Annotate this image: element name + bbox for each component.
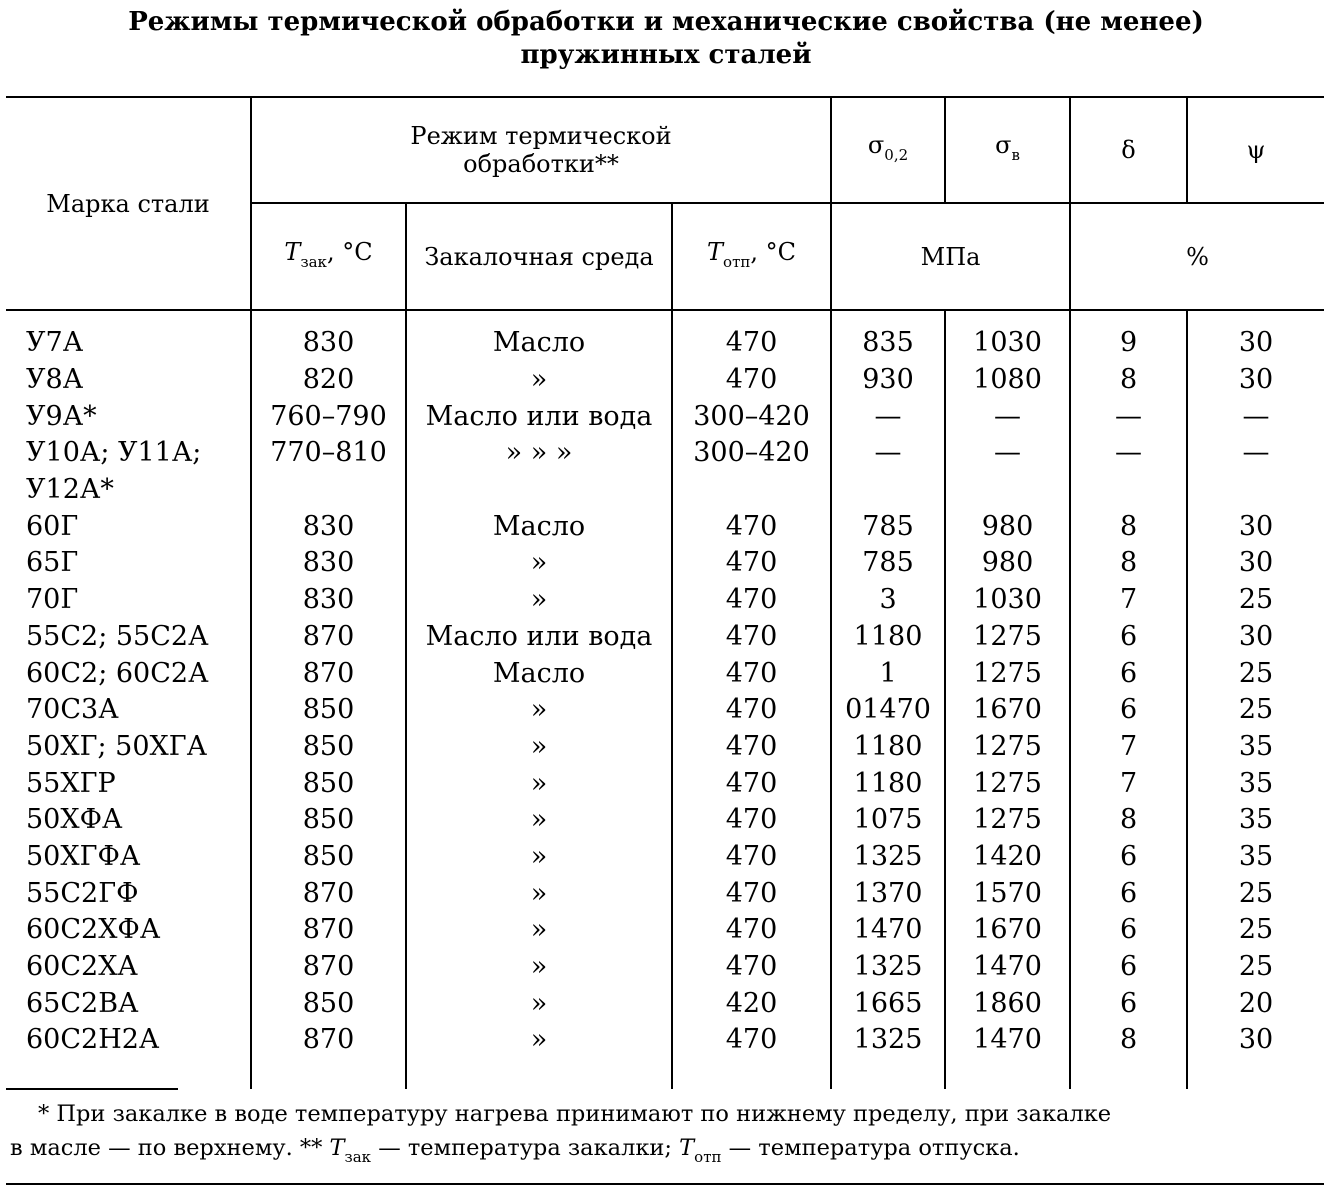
psi-cell: 35 [1187,839,1324,876]
footnote [10,1097,1324,1174]
sigma02-cell: 835 [831,325,945,362]
table-row [6,692,1324,729]
sigma02-cell: 1075 [831,802,945,839]
medium-cell [406,472,672,509]
tzak-cell: 820 [251,362,406,399]
delta-cell: 6 [1070,839,1187,876]
sigma02-cell: 1325 [831,1022,945,1059]
sigma02-cell: 1180 [831,729,945,766]
tzak-cell: 850 [251,839,406,876]
delta-cell: 7 [1070,582,1187,619]
grade-cell: 65С2ВА [26,987,139,1019]
medium-cell: » [406,545,672,582]
delta-cell: 8 [1070,1022,1187,1059]
grade-cell: У7А [26,327,84,359]
medium-cell: Масло [406,655,672,692]
table-row [6,655,1324,692]
table-row [6,325,1324,362]
table-row [6,508,1324,545]
delta-cell: 7 [1070,729,1187,766]
grade-cell: У9А* [26,400,97,432]
psi-cell: 35 [1187,765,1324,802]
tzak-cell: 760–790 [251,398,406,435]
tzak-cell: 830 [251,325,406,362]
psi-cell: 30 [1187,619,1324,656]
delta-cell: 8 [1070,802,1187,839]
psi-cell: — [1187,435,1324,472]
psi-cell: 25 [1187,949,1324,986]
sigmab-cell: — [945,435,1070,472]
psi-cell: 25 [1187,912,1324,949]
medium-cell: Масло или вода [406,619,672,656]
delta-cell: 6 [1070,912,1187,949]
medium-cell: » [406,729,672,766]
totp-cell: 300–420 [672,435,831,472]
sigmab-cell: — [945,398,1070,435]
tzak-cell: 770–810 [251,435,406,472]
medium-cell: » » » [406,435,672,472]
footnote-line-2: в масле — по верхнему. ** $T_{зак}$ — температура закалки; $T_{отп}$ — температура отпуска. [10,1135,1020,1166]
header-sigma02: $\sigma_{0,2}$ [831,97,945,203]
table-row [6,1022,1324,1059]
sigmab-cell: 1860 [945,985,1070,1022]
sigmab-cell: 980 [945,508,1070,545]
medium-cell: Масло [406,325,672,362]
totp-cell: 470 [672,692,831,729]
sigmab-cell: 1570 [945,875,1070,912]
sigmab-cell: 1670 [945,912,1070,949]
header-delta: δ [1070,97,1187,203]
grade-cell: 50ХФА [26,804,123,836]
tzak-cell: 870 [251,1022,406,1059]
footnote-rule [6,1088,178,1090]
tzak-cell: 830 [251,545,406,582]
table-row [6,729,1324,766]
psi-cell: 30 [1187,545,1324,582]
table-row [6,912,1324,949]
tzak-cell: 850 [251,765,406,802]
grade-cell: 70С3А [26,694,119,726]
grade-cell: 60С2Н2А [26,1024,160,1056]
grade-cell: У10А; У11А; [26,437,202,469]
tzak-cell: 830 [251,508,406,545]
totp-cell: 470 [672,875,831,912]
grade-cell: 55С2ГФ [26,877,139,909]
delta-cell: 6 [1070,949,1187,986]
psi-cell: 30 [1187,1022,1324,1059]
delta-cell: 6 [1070,875,1187,912]
psi-cell: 30 [1187,325,1324,362]
sigmab-cell: 1030 [945,582,1070,619]
table-row [6,949,1324,986]
table-row [6,619,1324,656]
sigmab-cell: 1275 [945,765,1070,802]
sigma02-cell: — [831,435,945,472]
totp-cell: 300–420 [672,398,831,435]
totp-cell: 470 [672,325,831,362]
totp-cell: 470 [672,729,831,766]
psi-cell: 25 [1187,582,1324,619]
table-row [6,875,1324,912]
sigma02-cell: 1 [831,655,945,692]
header-psi: ψ [1187,97,1324,203]
totp-cell: 470 [672,619,831,656]
sigma02-cell [831,472,945,509]
delta-cell: 6 [1070,655,1187,692]
tzak-cell: 870 [251,619,406,656]
table-row [6,765,1324,802]
sigma02-cell: 1665 [831,985,945,1022]
psi-cell: 25 [1187,655,1324,692]
sigmab-cell: 1275 [945,802,1070,839]
grade-cell: 65Г [26,547,79,579]
table-row [6,398,1324,435]
medium-cell: Масло или вода [406,398,672,435]
tzak-cell: 870 [251,949,406,986]
header-tzak: $T_{зак}$, °С [251,203,406,310]
grade-cell: У8А [26,364,84,396]
delta-cell [1070,472,1187,509]
table-row [6,839,1324,876]
totp-cell: 470 [672,545,831,582]
sigma02-cell: 1180 [831,619,945,656]
medium-cell: » [406,949,672,986]
sigmab-cell: 1275 [945,619,1070,656]
delta-cell: 6 [1070,985,1187,1022]
tzak-cell: 850 [251,729,406,766]
sigmab-cell: 1080 [945,362,1070,399]
delta-cell: — [1070,398,1187,435]
header-treatment [251,97,831,203]
delta-cell: 6 [1070,692,1187,729]
header-medium: Закалочная среда [406,203,672,310]
tzak-cell [251,472,406,509]
sigmab-cell: 980 [945,545,1070,582]
steel-table [6,96,1324,1089]
sigmab-cell: 1670 [945,692,1070,729]
tzak-cell: 870 [251,875,406,912]
table-body [6,310,1324,1089]
delta-cell: 7 [1070,765,1187,802]
table-title [0,6,1332,72]
psi-cell: 30 [1187,362,1324,399]
header-treatment-text: Режим термической обработки** [410,122,672,178]
totp-cell: 470 [672,1022,831,1059]
psi-cell: — [1187,398,1324,435]
sigmab-cell: 1275 [945,729,1070,766]
header-totp: $T_{отп}$, °С [672,203,831,310]
sigma02-cell: 1470 [831,912,945,949]
tzak-cell: 850 [251,985,406,1022]
delta-cell: 6 [1070,619,1187,656]
medium-cell: » [406,1022,672,1059]
sigma02-cell: — [831,398,945,435]
tzak-cell: 850 [251,692,406,729]
medium-cell: » [406,582,672,619]
delta-cell: 8 [1070,545,1187,582]
grade-cell: 70Г [26,584,79,616]
sigma02-cell: 1180 [831,765,945,802]
header-sigmab: $\sigma_в$ [945,97,1070,203]
sigmab-cell: 1275 [945,655,1070,692]
sigmab-cell: 1470 [945,1022,1070,1059]
medium-cell: » [406,839,672,876]
sigmab-cell: 1420 [945,839,1070,876]
table-row [6,435,1324,472]
table-row [6,985,1324,1022]
sigma02-cell: 01470 [831,692,945,729]
grade-cell: 60С2ХА [26,951,138,983]
totp-cell: 470 [672,508,831,545]
sigmab-cell: 1030 [945,325,1070,362]
grade-cell: 55С2; 55С2А [26,620,209,652]
sigma02-cell: 785 [831,545,945,582]
totp-cell: 470 [672,912,831,949]
grade-cell: 60Г [26,510,79,542]
psi-cell: 35 [1187,729,1324,766]
grade-cell: 50ХГ; 50ХГА [26,730,208,762]
delta-cell: 9 [1070,325,1187,362]
totp-cell: 470 [672,362,831,399]
header-mpa: МПа [831,203,1070,310]
medium-cell: » [406,985,672,1022]
psi-cell: 30 [1187,508,1324,545]
sigma02-cell: 3 [831,582,945,619]
psi-cell: 25 [1187,692,1324,729]
table-row [6,362,1324,399]
title-line-2: пружинных сталей [520,40,812,70]
medium-cell: » [406,802,672,839]
totp-cell: 470 [672,655,831,692]
tzak-cell: 870 [251,912,406,949]
table-row [6,582,1324,619]
grade-cell: 55ХГР [26,767,116,799]
delta-cell: — [1070,435,1187,472]
totp-cell: 420 [672,985,831,1022]
footnote-line-1: * При закалке в воде температуру нагрева принимают по нижнему пределу, при закалке [38,1101,1112,1127]
psi-cell: 35 [1187,802,1324,839]
header-percent: % [1070,203,1324,310]
grade-cell: 50ХГФА [26,840,141,872]
medium-cell: » [406,912,672,949]
totp-cell: 470 [672,949,831,986]
medium-cell: » [406,765,672,802]
totp-cell: 470 [672,765,831,802]
grade-cell: 60С2; 60С2А [26,657,209,689]
header-grade: Марка стали [6,97,251,310]
medium-cell: » [406,692,672,729]
totp-cell [672,472,831,509]
totp-cell: 470 [672,802,831,839]
medium-cell: » [406,875,672,912]
medium-cell: » [406,362,672,399]
table-row [6,472,1324,509]
bottom-rule [6,1183,1324,1185]
sigmab-cell: 1470 [945,949,1070,986]
psi-cell: 20 [1187,985,1324,1022]
medium-cell: Масло [406,508,672,545]
grade-cell: У12А* [26,474,114,506]
grade-cell: 60С2ХФА [26,914,161,946]
table-row [6,545,1324,582]
totp-cell: 470 [672,582,831,619]
psi-cell [1187,472,1324,509]
tzak-cell: 850 [251,802,406,839]
tzak-cell: 830 [251,582,406,619]
delta-cell: 8 [1070,362,1187,399]
tzak-cell: 870 [251,655,406,692]
sigma02-cell: 785 [831,508,945,545]
table-row [6,802,1324,839]
totp-cell: 470 [672,839,831,876]
sigma02-cell: 1370 [831,875,945,912]
sigma02-cell: 1325 [831,949,945,986]
title-line-1: Режимы термической обработки и механические свойства (не менее) [128,7,1204,37]
sigma02-cell: 1325 [831,839,945,876]
delta-cell: 8 [1070,508,1187,545]
psi-cell: 25 [1187,875,1324,912]
sigmab-cell [945,472,1070,509]
sigma02-cell: 930 [831,362,945,399]
